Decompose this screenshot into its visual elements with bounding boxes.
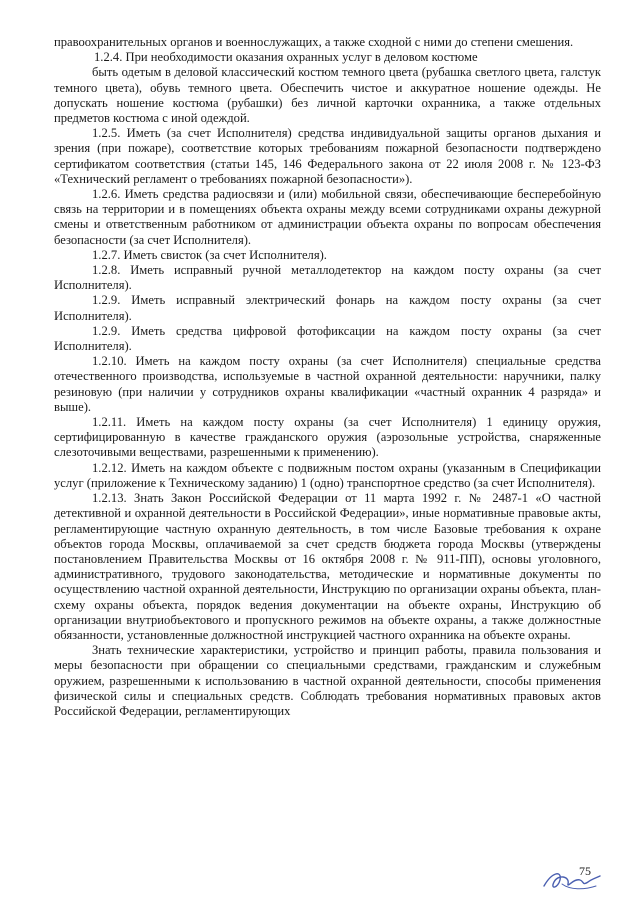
paragraph-1-2-8: 1.2.8. Иметь исправный ручной металлодетектор на каждом посту охраны (за счет Исполнителя). (54, 263, 601, 293)
page-number: 75 (579, 864, 591, 878)
paragraph-1-2-4-body: быть одетым в деловой классический костюм темного цвета (рубашка светлого цвета, галстук темного цвета), обувь темного цвета. Обеспечить чистое и аккуратное ношение одежды. Не допускать ношение костюма (рубашки) без личной карточки охранника, а также отдельных предметов костюма с иной одеждой. (54, 65, 601, 126)
paragraph-continuation: правоохранительных органов и военнослужащих, а также сходной с ними до степени смешения. (54, 35, 574, 49)
paragraph-1-2-10: 1.2.10. Иметь на каждом посту охраны (за счет Исполнителя) специальные средства отечественного производства, используемые в частной охранной деятельности: наручники, палку резиновую (при наличии у сотрудников охраны квалификации «частный охранник 4 разряда» и выше). (54, 354, 601, 414)
paragraph-1-2-11: 1.2.11. Иметь на каждом посту охраны (за счет Исполнителя) 1 единицу оружия, сертифицированную в качестве гражданского оружия (аэрозольные устройства, снаряженные слезоточивыми веществами, разрешенными к применению). (54, 415, 601, 460)
paragraph-1-2-13: 1.2.13. Знать Закон Российской Федерации от 11 марта 1992 г. № 2487-1 «О частной детективной и охранной деятельности в Российской Федерации», иные нормативные правовые акты, регламентирующие частную охранную деятельность, в том числе Базовые требования к охране объектов города Москвы, оплачиваемой за счет средств бюджета города Москвы (утверждены постановлением Правительства Москвы от 16 октября 2008 г. № 911-ПП), основы уголовного, административного, трудового законодательства, методические и нормативные документы по осуществлению частной охранной деятельности, Инструкцию по организации охраны объекта, план-схему охраны объекта, порядок ведения документации на объекте охраны, Инструкцию об организации внутриобъектового и пропускного режимов на объекте охраны, а также должностные обязанности, установленные должностной инструкцией частного охранника на объекте охраны. (54, 491, 601, 642)
paragraph-1-2-9-b: 1.2.9. Иметь средства цифровой фотофиксации на каждом посту охраны (за счет Исполнителя). (54, 323, 601, 354)
paragraph-1-2-9-a: 1.2.9. Иметь исправный электрический фонарь на каждом посту охраны (за счет Исполнителя). (54, 293, 601, 323)
paragraph-know-technical: Знать технические характеристики, устройство и принцип работы, правила пользования и меры безопасности при обращении со специальными средствами, гражданским и служебным оружием, разрешенными к использованию в частной охранной деятельности, способы применения физической силы и специальных средств. Соблюдать требования нормативных правовых актов Российской Федерации, регламентирующих (54, 643, 601, 718)
paragraph-1-2-7: 1.2.7. Иметь свисток (за счет Исполнителя). (92, 247, 327, 262)
paragraph-1-2-6: 1.2.6. Иметь средства радиосвязи и (или) мобильной связи, обеспечивающие бесперебойную связь на территории и в помещениях объекта охраны между всеми сотрудниками охраны дежурной смены и ответственным работником от администрации объекта охраны по вопросам обеспечения безопасности (за счет Исполнителя). (54, 187, 601, 247)
paragraph-1-2-5: 1.2.5. Иметь (за счет Исполнителя) средства индивидуальной защиты органов дыхания и зрения (при пожаре), соответствие которых требованиям пожарной безопасности подтверждено сертификатом соответствия (статьи 145, 146 Федерального закона от 22 июля 2008 г. № 123-ФЗ «Технический регламент о требованиях пожарной безопасности»). (54, 126, 601, 186)
paragraph-1-2-12: 1.2.12. Иметь на каждом объекте с подвижным постом охраны (указанным в Спецификации услуг (приложение к Техническому заданию) 1 (одно) транспортное средство (за счет Исполнителя). (54, 460, 601, 490)
document-body (54, 35, 601, 719)
paragraph-1-2-4: 1.2.4. При необходимости оказания охранных услуг в деловом костюме (94, 50, 478, 65)
signature-icon (540, 866, 604, 894)
